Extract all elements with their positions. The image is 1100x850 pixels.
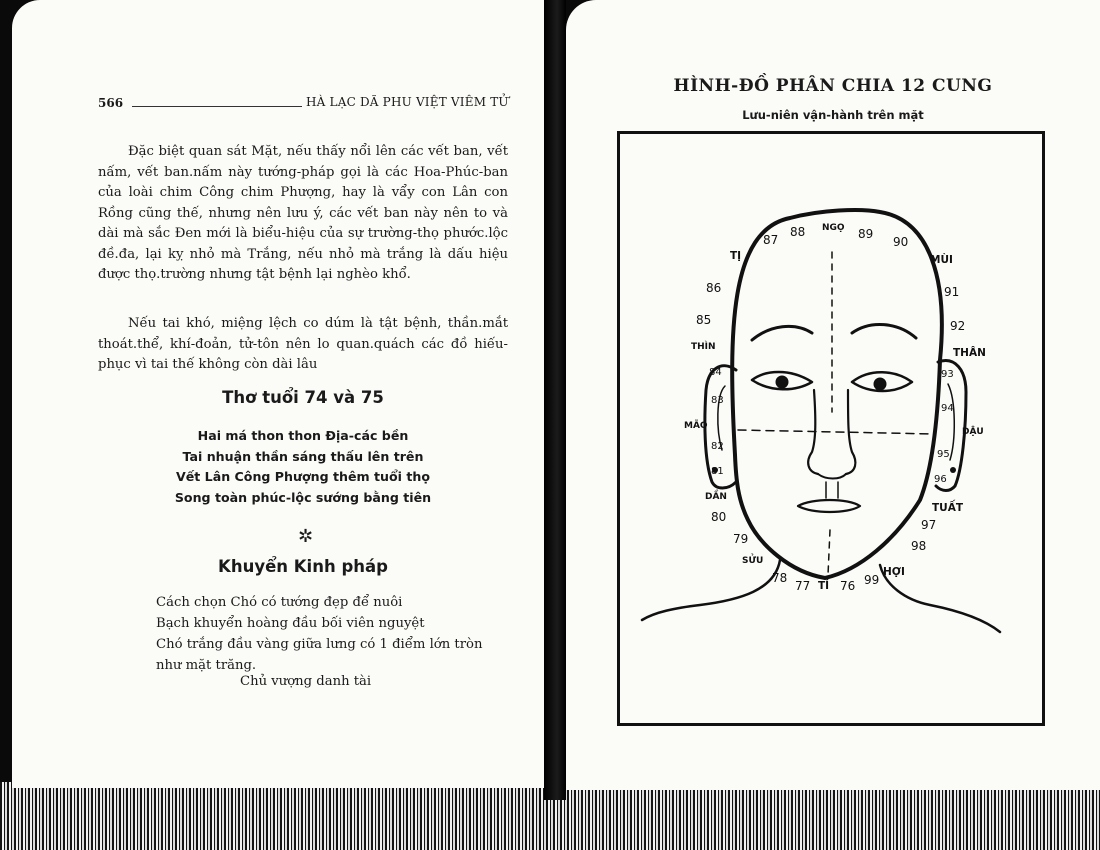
label-dau: DẬU [962, 427, 984, 437]
verse-line: Cách chọn Chó có tướng đẹp để nuôi [156, 595, 403, 610]
label-96: 96 [934, 474, 947, 485]
label-suu: SỬU [742, 556, 764, 566]
label-88: 88 [790, 225, 806, 239]
label-91: 91 [944, 285, 960, 299]
label-86: 86 [706, 281, 722, 295]
label-hoi: HỢI [883, 566, 905, 578]
neck-left [642, 560, 780, 620]
label-99: 99 [864, 573, 880, 587]
label-tuat: TUẤT [932, 502, 963, 514]
poem-line: Song toàn phúc-lộc sướng bằng tiên [174, 489, 432, 505]
label-82: 82 [711, 441, 724, 452]
verse-line: Chó trắng đầu vàng giữa lưng có 1 điểm lớn tròn [156, 637, 483, 652]
section-title: Khuyển Kinh pháp [218, 557, 388, 576]
label-78: 78 [772, 571, 788, 585]
label-ngo: NGỌ [822, 223, 845, 233]
poem-line: Vết Lân Công Phượng thêm tuổi thọ [175, 469, 430, 484]
paragraph-1: Đặc biệt quan sát Mặt, nếu thấy nổi lên các vết ban, vết nấm, vết ban.nấm này tướng-pháp gọi là các Hoa-Phúc-ban của loài chim Công chim Phượng, hay là vẩy con Lân con Rồng cũng thế, nhưng nên lưu ý, các vết ban này nên to và dài mà sắc Đen mới là biểu-hiệu của sự trường-thọ phước.lộc đề.đa, lại kỵ nhỏ mà Trắng, nếu nhỏ mà trắng là dấu hiệu được thọ.trường nhưng tật bệnh lại nghèo khổ. [98, 144, 508, 282]
label-85: 85 [696, 313, 712, 327]
label-mui: MÙI [930, 254, 953, 266]
running-title: HÀ LẠC DÃ PHU VIỆT VIÊM TỬ [306, 95, 509, 109]
label-ti-bottom: TÍ [818, 580, 830, 592]
label-93: 93 [941, 369, 954, 380]
poem-line: Tai nhuận thần sáng thấu lên trên [182, 448, 424, 464]
label-87: 87 [763, 233, 779, 247]
label-81: 81 [711, 466, 724, 477]
verse-line: Bạch khuyển hoàng đầu bối viên nguyệt [156, 616, 425, 631]
head-outline [732, 210, 942, 578]
label-90: 90 [893, 235, 909, 249]
verse-line: như mặt trăng. [156, 658, 257, 673]
label-than: THÂN [953, 347, 986, 359]
page-number: 566 [98, 96, 124, 110]
label-98: 98 [911, 539, 927, 553]
label-94: 94 [941, 403, 954, 414]
label-thin: THÌN [691, 342, 716, 352]
label-84: 84 [709, 367, 722, 378]
ornament-icon: ✲ [298, 526, 314, 547]
diagram-subtitle: Lưu-niên vận-hành trên mặt [742, 108, 924, 122]
label-89: 89 [858, 227, 874, 241]
paragraph-2: Nếu tai khó, miệng lệch co dúm là tật bệnh, thần.mắt thoát.thể, khí-đoản, tử-tôn nên lo quan.quách các đồ hiếu-phục vì tai thế không còn dài lâu [98, 316, 508, 372]
label-dan: DẦN [705, 492, 727, 502]
label-77: 77 [795, 579, 811, 593]
diagram-title: HÌNH-ĐỒ PHÂN CHIA 12 CUNG [673, 76, 993, 96]
verse-signature: Chủ vượng danh tài [240, 674, 372, 689]
label-mao: MÃO [684, 421, 708, 431]
poem-line: Hai má thon thon Địa-các bền [197, 428, 409, 443]
label-79: 79 [733, 532, 749, 546]
label-80: 80 [711, 510, 727, 524]
label-ti-top: TỊ [730, 250, 742, 262]
label-92: 92 [950, 319, 966, 333]
label-97: 97 [921, 518, 937, 532]
label-83: 83 [711, 395, 724, 406]
poem-title: Thơ tuổi 74 và 75 [222, 388, 384, 407]
label-76: 76 [840, 579, 856, 593]
label-95: 95 [937, 449, 950, 460]
mouth [798, 500, 860, 512]
